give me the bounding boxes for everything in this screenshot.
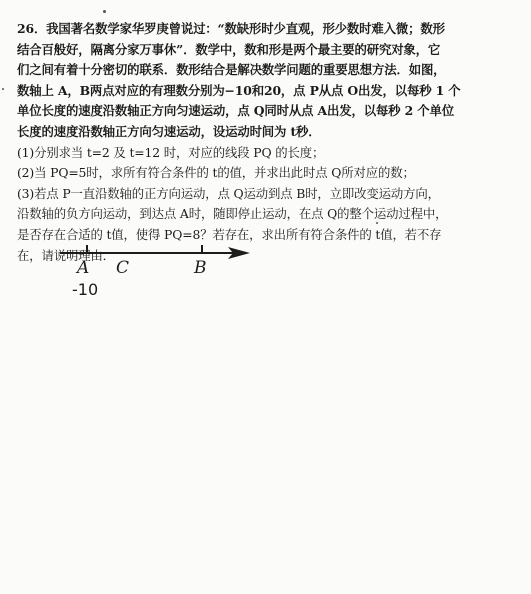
- speck: [376, 222, 378, 224]
- question-3: (3)若点 P一直沿数轴的正方向运动，点 Q运动到点 B时，立即改变运动方向，: [17, 185, 440, 201]
- label-b: B: [194, 258, 207, 278]
- handwritten-note: -10: [72, 280, 99, 299]
- speck: [103, 10, 106, 13]
- label-a: A: [77, 258, 90, 278]
- problem-line: 们之间有着十分密切的联系．数形结合是解决数学问题的重要思想方法．如图，: [17, 62, 446, 78]
- problem-line: 单位长度的速度沿数轴正方向匀速运动，点 Q同时从点 A出发，以每秒 2 个单位: [17, 103, 454, 119]
- problem-text: [17, 19, 509, 266]
- problem-line: 26．我国著名数学家华罗庚曾说过：“数缺形时少直观，形少数时难入微；数形: [17, 21, 445, 36]
- problem-line: 数轴上 A，B两点对应的有理数分别为−10和20，点 P从点 O出发，以每秒 1 个: [17, 82, 461, 98]
- question-3-continued: 沿数轴的负方向运动，到达点 A时，随即停止运动，在点 Q的整个运动过程中，: [17, 206, 448, 222]
- problem-line: 结合百般好，隔离分家万事休”．数学中，数和形是两个最主要的研究对象，它: [17, 41, 441, 57]
- problem-line: 长度的速度沿数轴正方向匀速运动，设运动时间为 t秒．: [17, 123, 321, 139]
- question-2: (2)当 PQ=5时，求所有符合条件的 t的值，并求出此时点 Q所对应的数；: [17, 165, 415, 181]
- question-1: (1)分别求当 t=2 及 t=12 时，对应的线段 PQ 的长度；: [17, 144, 325, 160]
- speck: [2, 88, 4, 90]
- number-line-figure: [52, 244, 262, 300]
- question-3-continued: 在，请说明理由．: [17, 247, 115, 263]
- question-3-continued: 是否存在合适的 t值，使得 PQ=8？若存在，求出所有符合条件的 t值，若不存: [17, 226, 442, 242]
- label-c: C: [116, 258, 130, 278]
